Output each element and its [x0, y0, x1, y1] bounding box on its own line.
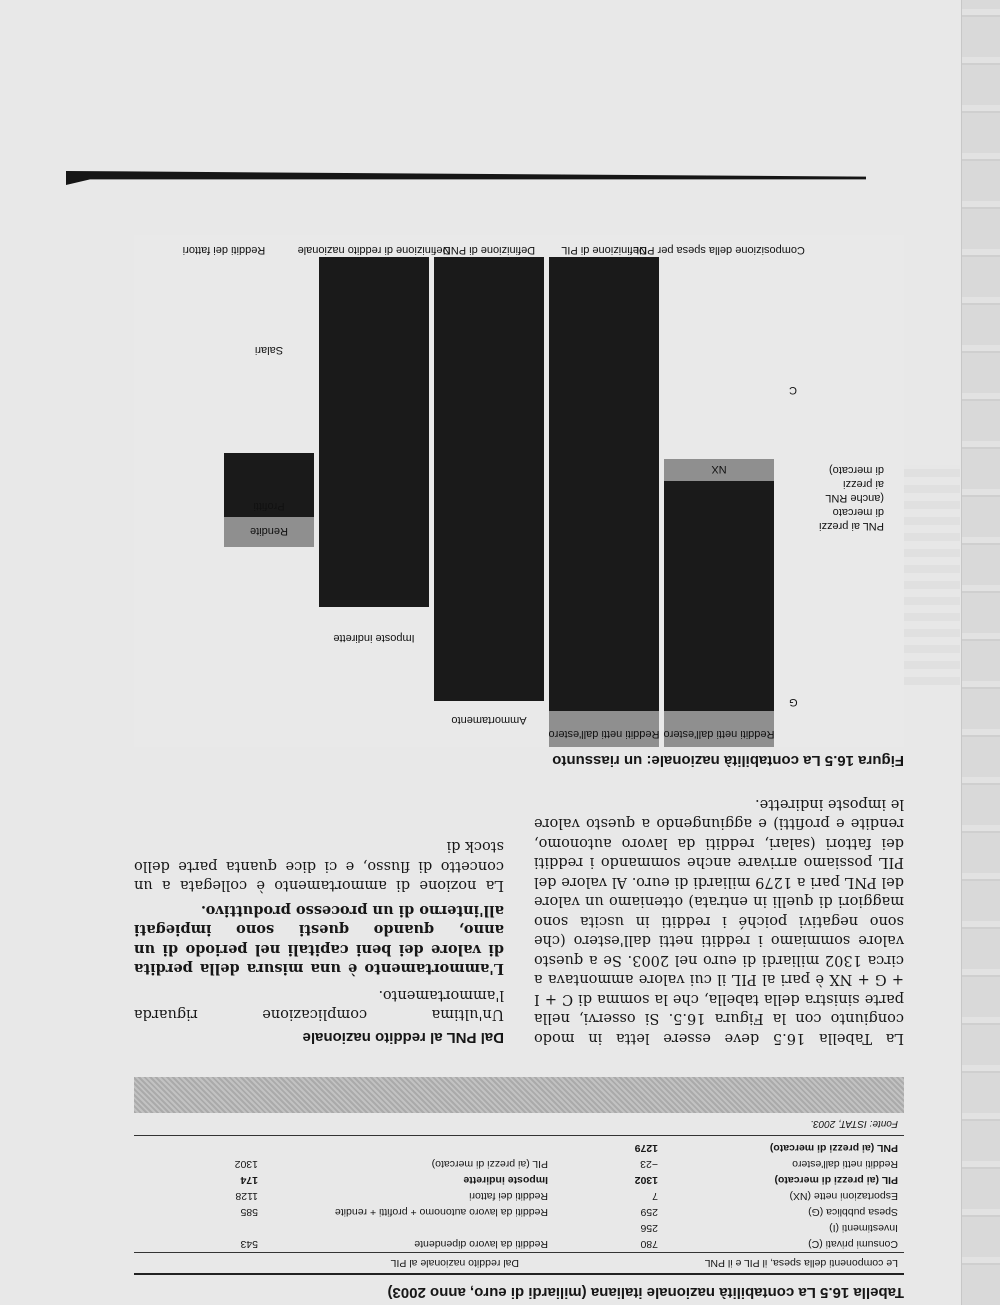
col-label-5: Redditi dei fattori	[182, 244, 266, 256]
seg-g	[664, 577, 774, 711]
table-header	[134, 1252, 904, 1273]
cell-right-value	[178, 1221, 258, 1235]
cell-left-value: 1279	[634, 1142, 658, 1154]
cell-left-item: Redditi netti dall'estero	[792, 1158, 898, 1170]
cell-left-item: PIL (ai prezzi di mercato)	[774, 1174, 898, 1186]
cell-left-item: Esportazioni nette (NX)	[789, 1190, 898, 1202]
col-label-1: Composizione della spesa per PNL	[633, 244, 805, 256]
table-rows	[134, 1140, 904, 1252]
side-label-pnl: PNL ai prezzi di mercato (anche RNL ai prezzi di mercato)	[818, 464, 884, 532]
faded-margin-area	[904, 465, 960, 685]
cell-left-item: Investimenti (I)	[829, 1222, 898, 1234]
cell-right-value: 1302	[234, 1158, 258, 1170]
section-heading: Dal PNL al reddito nazionale	[302, 1029, 504, 1046]
text-column-left	[534, 796, 904, 1047]
text-column-right	[134, 802, 504, 1047]
bar-pil	[549, 257, 659, 711]
label-c: C	[789, 384, 797, 396]
table-row	[134, 1204, 904, 1220]
table-row	[134, 1236, 904, 1252]
table-header-right: Dal reddito nazionale al PIL	[390, 1257, 519, 1269]
bar-pnn	[434, 257, 544, 701]
table-source: Fonte: ISTAT, 2003.	[134, 1118, 904, 1136]
cell-left-value: 780	[640, 1238, 658, 1250]
header-rule	[66, 171, 866, 185]
cell-left-item: Spesa pubblica (G)	[808, 1206, 898, 1218]
label-redditi-netti-2: Redditi netti dall'estero	[548, 728, 660, 740]
table-shading	[134, 1077, 904, 1113]
col-label-3: Definizione di PNN	[442, 244, 536, 256]
paragraph-3: L'ammortamento è una misura della perdita di valore dei beni capitali nel periodo di un anno, quando questi sono impiegati all'interno di un processo produttivo.	[134, 902, 504, 978]
label-ammortamento: Ammortamento	[451, 714, 527, 726]
figure-caption: Figura 16.5 La contabilità nazionale: un riassunto	[552, 752, 904, 769]
table-row	[134, 1140, 904, 1156]
cell-right-value: 1128	[235, 1190, 258, 1202]
label-rendite: Rendite	[250, 525, 288, 537]
col-label-2: Definizione di PIL	[561, 244, 647, 256]
cell-right-item	[258, 1221, 548, 1235]
label-nx: NX	[711, 463, 727, 475]
cell-right-item: Imposte indirette	[463, 1174, 548, 1186]
cell-right-value: 543	[240, 1238, 258, 1250]
cell-left-value: −23	[640, 1158, 658, 1170]
cell-right-item: Redditi da lavoro dipendente	[414, 1238, 548, 1250]
table-caption: Tabella 16.5 La contabilità nazionale italiana (miliardi di euro, anno 2003)	[387, 1284, 904, 1301]
cell-right-item: Redditi dei fattori	[469, 1190, 548, 1202]
table-row	[134, 1188, 904, 1204]
label-profitti: Profitti	[253, 500, 285, 512]
paragraph-4: La nozione di ammortamento è collegata a un concetto di flusso, e ci dice quanta parte dello stock di	[134, 838, 504, 894]
cell-left-value: 7	[652, 1190, 658, 1202]
cell-left-value: 1302	[634, 1174, 658, 1186]
label-redditi-netti-1: Redditi netti dall'estero	[663, 728, 775, 740]
table-header-left: Le componenti della spesa, il PIL e il PNL	[704, 1257, 898, 1269]
body-text	[134, 796, 904, 1047]
label-imposte: Imposte indirette	[333, 632, 415, 644]
cell-right-value	[178, 1141, 258, 1155]
cell-right-value: 174	[240, 1174, 258, 1186]
cell-right-item: Redditi da lavoro autonomo + profitti + rendite	[334, 1206, 548, 1218]
national-accounts-table	[134, 1077, 904, 1275]
label-g: G	[789, 696, 798, 708]
label-salari: Salari	[254, 344, 284, 356]
col-label-4: Definizione di reddito nazionale	[297, 244, 451, 256]
table-row	[134, 1220, 904, 1236]
table-row	[134, 1156, 904, 1172]
national-accounts-diagram	[134, 235, 904, 747]
seg-nx-block	[664, 481, 774, 577]
paragraph-2: Un'ultima complicazione riguarda l'ammortamento.	[134, 987, 504, 1023]
bar-reddito-nazionale	[319, 257, 429, 607]
cell-right-value: 585	[240, 1206, 258, 1218]
cell-left-item: Consumi privati (C)	[808, 1238, 898, 1250]
cell-left-value: 256	[640, 1222, 658, 1234]
paragraph-1: La Tabella 16.5 deve essere letta in modo congiunto con la Figura 16.5. Si osservi, nella parte sinistra della tabella, che la somma di C + I + G + NX è pari al PIL il cui valore ammontava a circa 1302 miliardi di euro nel 2003. Se a questo valore sommiamo i redditi netti dall'estero (che sono negativi poiché i redditi in uscita sono maggiori di quelli in entrata) otteniamo un valore del PNL pari a 1279 miliardi di euro. Al valore del PIL possiamo arrivare anche sommando i redditi dei fattori (salari, redditi da lavoro autonomo, rendite e profitti) e aggiungendo a questo valore le imposte indirette.	[534, 796, 904, 1046]
table-row	[134, 1172, 904, 1188]
cell-right-item: PIL (ai prezzi di mercato)	[431, 1158, 548, 1170]
cell-left-value: 259	[640, 1206, 658, 1218]
cell-right-item	[258, 1141, 548, 1155]
cell-left-item: PNL (ai prezzi di mercato)	[769, 1142, 898, 1154]
ring-binding	[961, 0, 1000, 1305]
